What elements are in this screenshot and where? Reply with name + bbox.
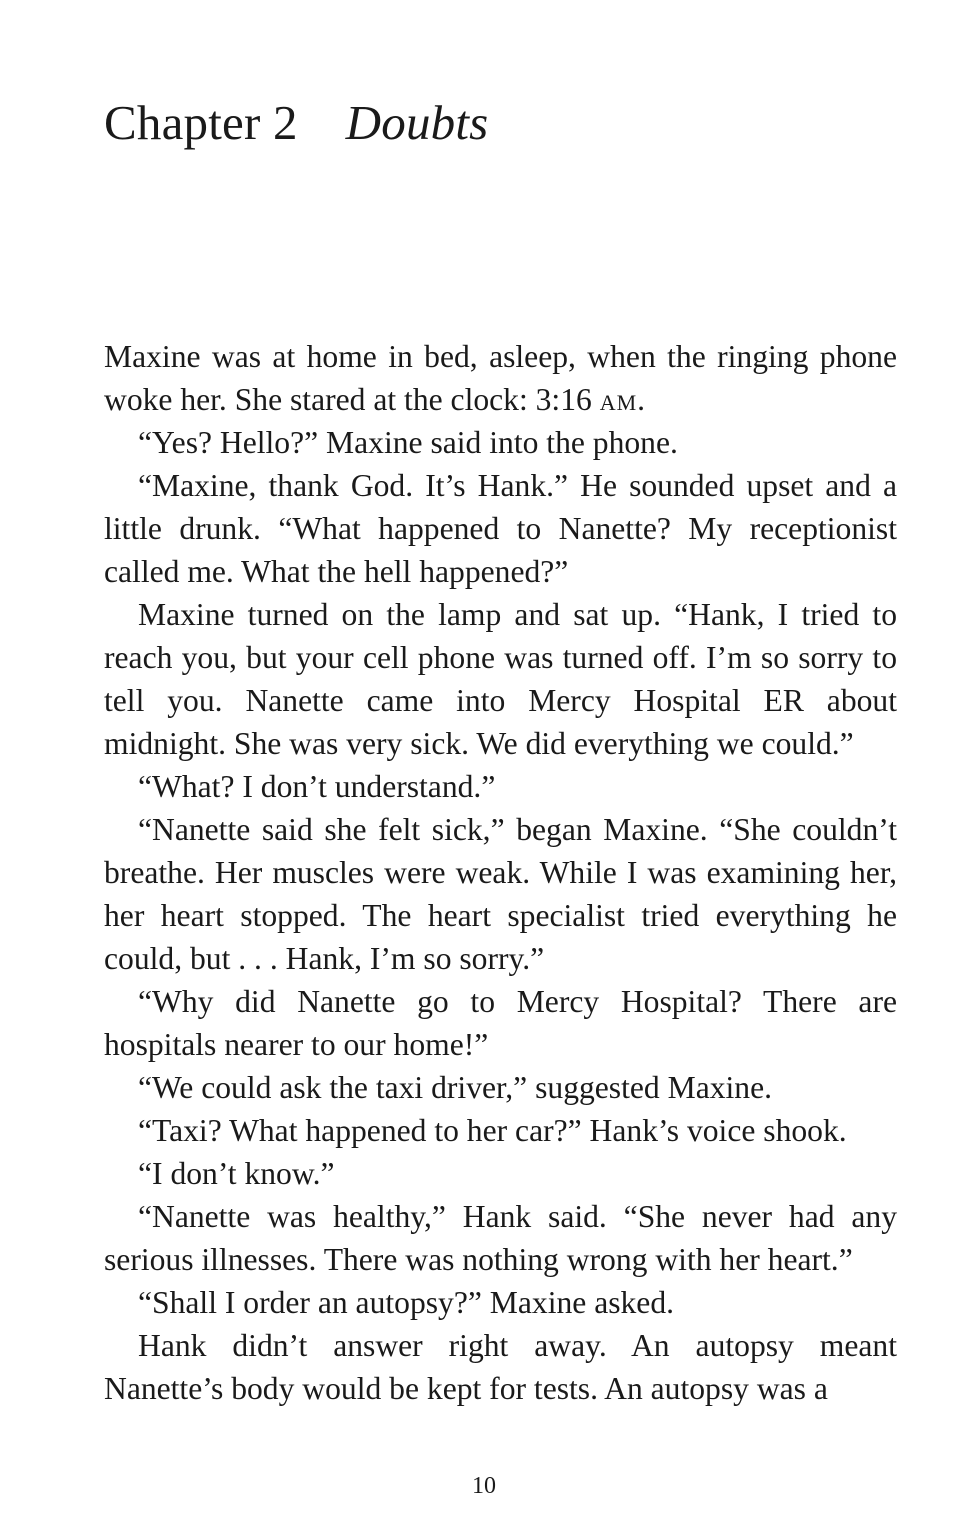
paragraph: “Shall I order an autopsy?” Maxine asked. bbox=[138, 1285, 675, 1320]
chapter-label: Chapter 2 bbox=[104, 95, 298, 150]
paragraph: “Nanette said she felt sick,” began Maxine. “She couldn’t breathe. Her muscles were weak. While I was examining her, her heart stopped. The heart specialist tried everything he could, but . . . Hank, I’m so sorry.” bbox=[104, 812, 897, 976]
paragraph: “Maxine, thank God. It’s Hank.” He sounded upset and a little drunk. “What happened to Nanette? My receptionist called me. What the hell happened?” bbox=[104, 468, 897, 589]
paragraph: “I don’t know.” bbox=[138, 1156, 335, 1191]
paragraph-text: Maxine was at home in bed, asleep, when the ringing phone woke her. She stared at the clock: 3:16 bbox=[104, 339, 897, 417]
chapter-title: Doubts bbox=[345, 95, 489, 150]
paragraph: Maxine was at home in bed, asleep, when the ringing phone woke her. She stared at the clock: 3:16 am. bbox=[104, 339, 897, 417]
paragraph: Maxine turned on the lamp and sat up. “Hank, I tried to reach you, but your cell phone was turned off. I’m so sorry to tell you. Nanette came into Mercy Hospital ER about midnight. She was very sick. We did everything we could.” bbox=[104, 597, 897, 761]
chapter-heading bbox=[104, 95, 489, 150]
paragraph: “Yes? Hello?” Maxine said into the phone. bbox=[138, 425, 678, 460]
paragraph: “We could ask the taxi driver,” suggested Maxine. bbox=[138, 1070, 773, 1105]
paragraph: “Taxi? What happened to her car?” Hank’s voice shook. bbox=[138, 1113, 847, 1148]
time-suffix: am bbox=[599, 382, 638, 417]
paragraph: “Why did Nanette go to Mercy Hospital? There are hospitals nearer to our home!” bbox=[104, 984, 897, 1062]
paragraph: “Nanette was healthy,” Hank said. “She never had any serious illnesses. There was nothing wrong with her heart.” bbox=[104, 1199, 897, 1277]
page-number: 10 bbox=[472, 1473, 496, 1499]
chapter-body bbox=[104, 335, 897, 1410]
paragraph: Hank didn’t answer right away. An autopsy meant Nanette’s body would be kept for tests. An autopsy was a bbox=[104, 1328, 897, 1406]
paragraph: “What? I don’t understand.” bbox=[138, 769, 496, 804]
